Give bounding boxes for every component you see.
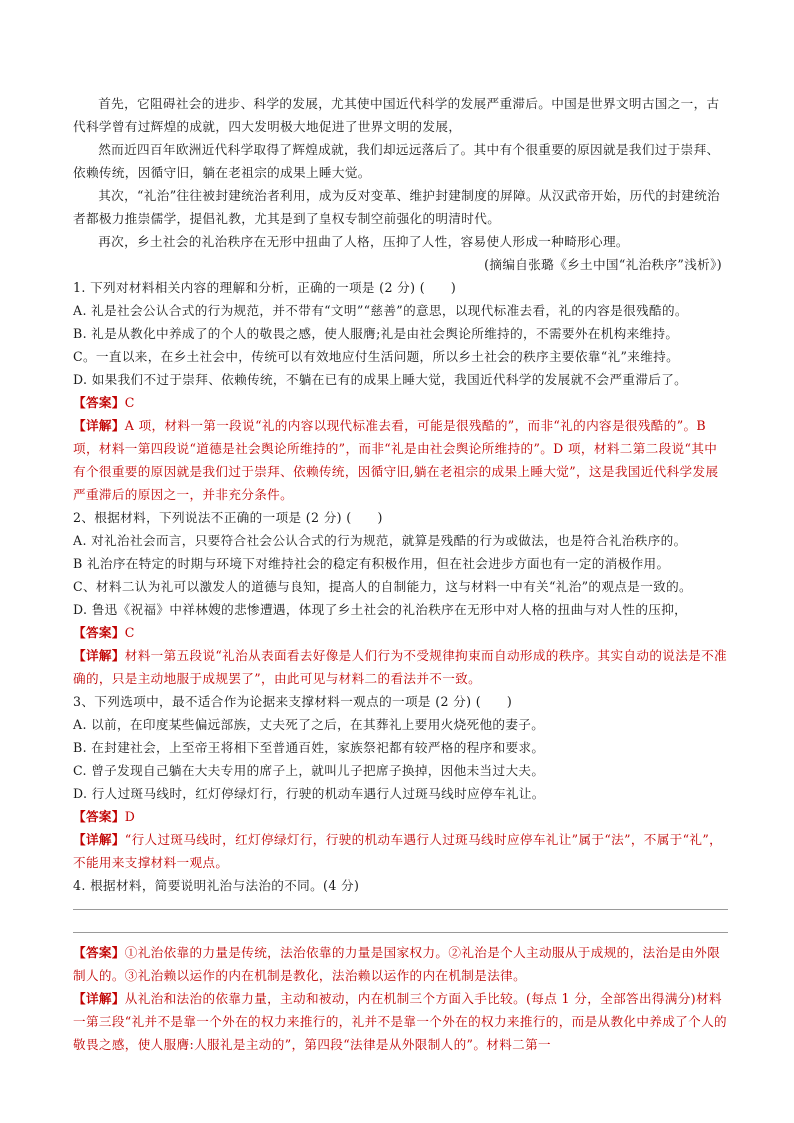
option-c: C. 曾子发现自己躺在大夫专用的席子上，就叫儿子把席子换掉，因他未当过大夫。 [73, 763, 545, 778]
detail-text: 从礼治和法治的依靠力量，主动和被动，内在机制三个方面入手比较。(每点 1 分，全部答出得满分)材料一第三段“礼并不是靠一个外在的权力来推行的，礼并不是靠一个外在的权力来推行的，而是从教化中养成了个人的敬畏之感，使人服膺:人服礼是主动的”，第四段“法律是从外限制人的”。材料二第一 [73, 991, 727, 1052]
answer-value: D [124, 809, 136, 824]
question-4 [73, 874, 728, 1056]
question-3 [73, 690, 728, 874]
question-stem: 2、根据材料，下列说法不正确的一项是 (2 分) ( ) [73, 510, 383, 525]
option-a: A. 对礼治社会而言，只要符合社会公认合式的行为规范，就算是残酷的行为或做法，也是符合礼治秩序的。 [73, 533, 687, 548]
question-stem: 1. 下列对材料相关内容的理解和分析，正确的一项是 (2 分) ( ) [73, 280, 457, 295]
detail-line [73, 987, 728, 1056]
source-citation: (摘编自张璐《乡土中国“礼治秩序”浅析》) [484, 257, 722, 272]
passage-paragraph: 首先，它阻碍社会的进步、科学的发展，尤其使中国近代科学的发展严重滞后。中国是世界文明古国之一，古代科学曾有过辉煌的成就，四大发明极大地促进了世界文明的发展， [73, 96, 720, 134]
answer-blank-line[interactable] [73, 897, 728, 910]
answer-line [73, 391, 728, 414]
document-page [73, 92, 728, 1056]
option-b: B. 礼是从教化中养成了的个人的敬畏之感，使人服膺;礼是由社会舆论所维持的，不需要外在机构来维持。 [73, 326, 679, 341]
option-a: A. 以前，在印度某些偏远部族，丈夫死了之后，在其葬礼上要用火烧死他的妻子。 [73, 717, 545, 732]
option-a: A. 礼是社会公认合式的行为规范，并不带有“文明”“慈善”的意思，以现代标准去看，礼的内容是很残酷的。 [73, 303, 688, 318]
detail-line [73, 414, 728, 506]
option-d: D. 如果我们不过于崇拜、依赖传统，不躺在已有的成果上睡大觉，我国近代科学的发展就不会严重滞后了。 [73, 372, 688, 387]
detail-text: A 项，材料一第一段说“礼的内容以现代标准去看，可能是很残酷的”，而非“礼的内容是很残酷的”。B 项，材料一第四段说“道德是社会舆论所维持的”，而非“礼是由社会舆论所维持的”。D 项，材料二第二段说“其中有个很重要的原因就是我们过于崇拜、依赖传统，因循守旧,躺在老祖宗的成果上睡大觉”，这是我国近代科学发展严重滞后的原因之一，并非充分条件。 [73, 418, 719, 502]
detail-label: 【详解】 [73, 418, 125, 433]
passage-paragraph: 然而近四百年欧洲近代科学取得了辉煌成就，我们却远远落后了。其中有个很重要的原因就是我们过于崇拜、依赖传统，因循守旧，躺在老祖宗的成果上睡大觉。 [73, 142, 720, 180]
question-2 [73, 506, 728, 690]
option-d: D. 行人过斑马线时，红灯停绿灯行，行驶的机动车遇行人过斑马线时应停车礼让。 [73, 786, 545, 801]
detail-label: 【详解】 [73, 832, 125, 847]
answer-label: 【答案】 [73, 625, 125, 640]
answer-value: C [124, 395, 135, 410]
answer-line [73, 805, 728, 828]
detail-label: 【详解】 [73, 991, 125, 1006]
answer-label: 【答案】 [73, 395, 125, 410]
option-c: C、材料二认为礼可以激发人的道德与良知，提高人的自制能力，这与材料一中有关“礼治”的观点是一致的。 [73, 579, 692, 594]
answer-value: ①礼治依靠的力量是传统，法治依靠的力量是国家权力。②礼治是个人主动服从于成规的，法治是由外限制人的。③礼治赖以运作的内在机制是教化，法治赖以运作的内在机制是法律。 [73, 945, 721, 983]
option-d: D. 鲁迅《祝福》中祥林嫂的悲惨遭遇，体现了乡土社会的礼治秩序在无形中对人格的扭曲与对人性的压抑， [73, 602, 688, 617]
answer-label: 【答案】 [73, 945, 125, 960]
detail-label: 【详解】 [73, 648, 125, 663]
detail-text: 材料一第五段说“礼治从表面看去好像是人们行为不受规律拘束而自动形成的秩序。其实自动的说法是不准确的，只是主动地服于成规罢了”，由此可见与材料二的看法并不一致。 [73, 648, 727, 686]
detail-line [73, 828, 728, 874]
option-b: B. 在封建社会，上至帝王将相下至普通百姓，家族祭祀都有较严格的程序和要求。 [73, 740, 545, 755]
passage-paragraph: 再次，乡土社会的礼治秩序在无形中扭曲了人格，压抑了人性，容易使人形成一种畸形心理。 [98, 234, 629, 249]
passage-paragraph: 其次，“礼治”往往被封建统治者利用，成为反对变革、维护封建制度的屏障。从汉武帝开始，历代的封建统治者都极力推崇儒学，提倡礼教，尤其是到了皇权专制空前强化的明清时代。 [73, 188, 721, 226]
detail-line [73, 644, 728, 690]
option-b: B 礼治序在特定的时期与环境下对维持社会的稳定有积极作用，但在社会进步方面也有一定的消极作用。 [73, 556, 670, 571]
answer-line [73, 941, 728, 987]
answer-value: C [124, 625, 135, 640]
answer-blank-line[interactable] [73, 920, 728, 933]
question-stem: 3、下列选项中，最不适合作为论据来支撑材料一观点的一项是 (2 分) ( ) [73, 694, 513, 709]
option-c: C。一直以来，在乡土社会中，传统可以有效地应付生活问题，所以乡土社会的秩序主要依靠“礼”来维持。 [73, 349, 680, 364]
detail-text: “行人过斑马线时，红灯停绿灯行，行驶的机动车遇行人过斑马线时应停车礼让”属于“法”，不属于“礼”，不能用来支撑材料一观点。 [73, 832, 723, 870]
question-stem: 4. 根据材料，简要说明礼治与法治的不同。(4 分) [73, 878, 360, 893]
answer-line [73, 621, 728, 644]
answer-label: 【答案】 [73, 809, 125, 824]
question-1 [73, 276, 728, 506]
